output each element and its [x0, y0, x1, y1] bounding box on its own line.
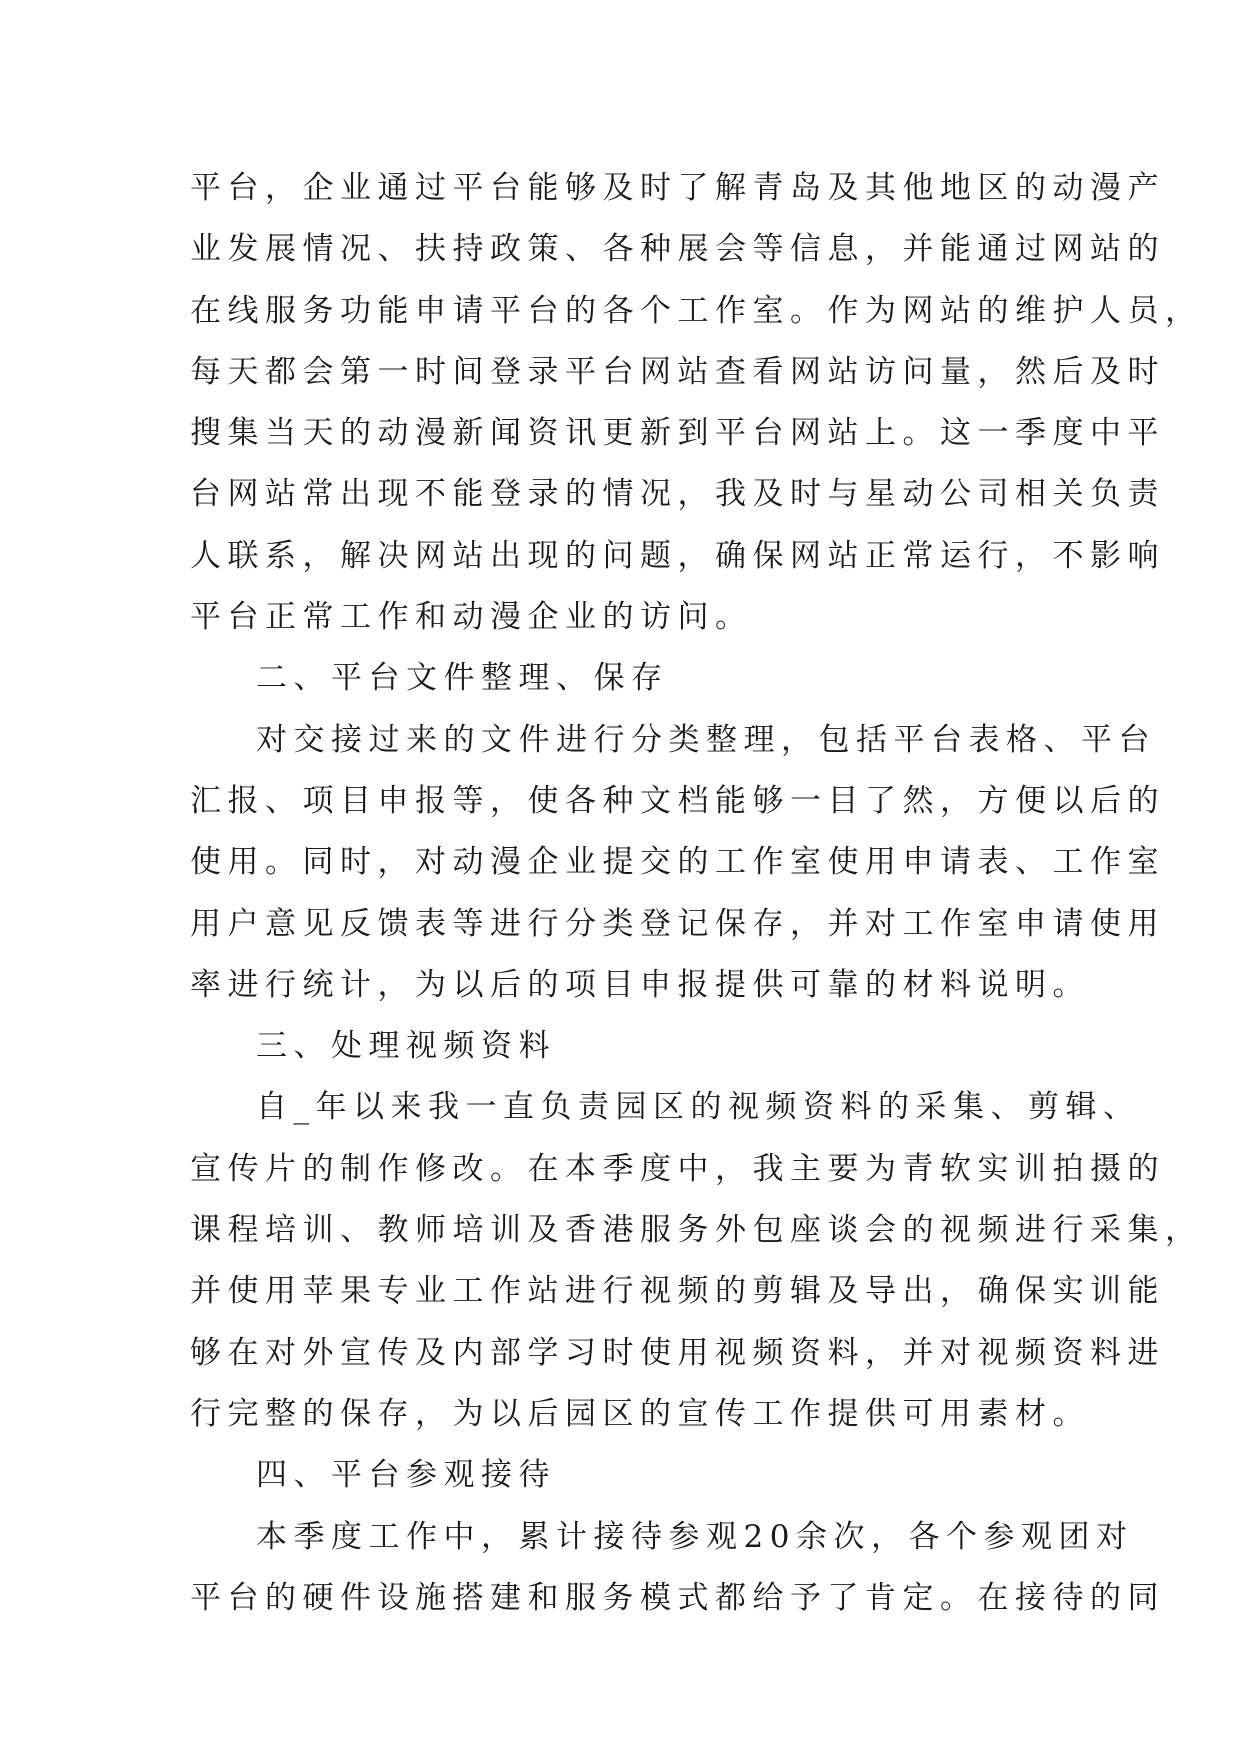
text-line: 平台的硬件设施搭建和服务模式都给予了肯定。在接待的同: [190, 1579, 1165, 1616]
text-line: 平台，企业通过平台能够及时了解青岛及其他地区的动漫产: [190, 170, 1165, 206]
text-line: 汇报、项目申报等，使各种文档能够一目了然，方便以后的: [190, 782, 1165, 819]
section-heading: 三、处理视频资料: [256, 1028, 556, 1065]
text-line: 课程培训、教师培训及香港服务外包座谈会的视频进行采集，: [190, 1212, 1203, 1249]
text-line: 台网站常出现不能登录的情况，我及时与星动公司相关负责: [190, 476, 1165, 513]
text-line: 业发展情况、扶持政策、各种展会等信息，并能通过网站的: [190, 231, 1165, 268]
text-line: 并使用苹果专业工作站进行视频的剪辑及导出，确保实训能: [190, 1273, 1165, 1310]
text-line: 对交接过来的文件进行分类整理，包括平台表格、平台: [256, 721, 1156, 758]
text-line: 够在对外宣传及内部学习时使用视频资料，并对视频资料进: [190, 1334, 1165, 1371]
text-line: 用户意见反馈表等进行分类登记保存，并对工作室申请使用: [190, 905, 1165, 942]
section-heading: 二、平台文件整理、保存: [256, 660, 669, 697]
text-line: 平台正常工作和动漫企业的访问。: [190, 599, 753, 636]
text-line: 每天都会第一时间登录平台网站查看网站访问量，然后及时: [190, 353, 1165, 390]
section-heading: 四、平台参观接待: [256, 1457, 556, 1494]
text-line: 本季度工作中，累计接待参观20余次，各个参观团对: [256, 1518, 1134, 1555]
text-line: 率进行统计，为以后的项目申报提供可靠的材料说明。: [190, 966, 1090, 1003]
text-line: 在线服务功能申请平台的各个工作室。作为网站的维护人员，: [190, 292, 1203, 329]
text-line: 人联系，解决网站出现的问题，确保网站正常运行，不影响: [190, 537, 1165, 574]
text-line: 自_年以来我一直负责园区的视频资料的采集、剪辑、: [256, 1089, 1141, 1126]
text-line: 使用。同时，对动漫企业提交的工作室使用申请表、工作室: [190, 844, 1165, 881]
text-line: 宣传片的制作修改。在本季度中，我主要为青软实训拍摄的: [190, 1150, 1165, 1187]
text-line: 搜集当天的动漫新闻资讯更新到平台网站上。这一季度中平: [190, 415, 1165, 452]
text-line: 行完整的保存，为以后园区的宣传工作提供可用素材。: [190, 1395, 1090, 1432]
document-body: [190, 158, 1203, 1629]
